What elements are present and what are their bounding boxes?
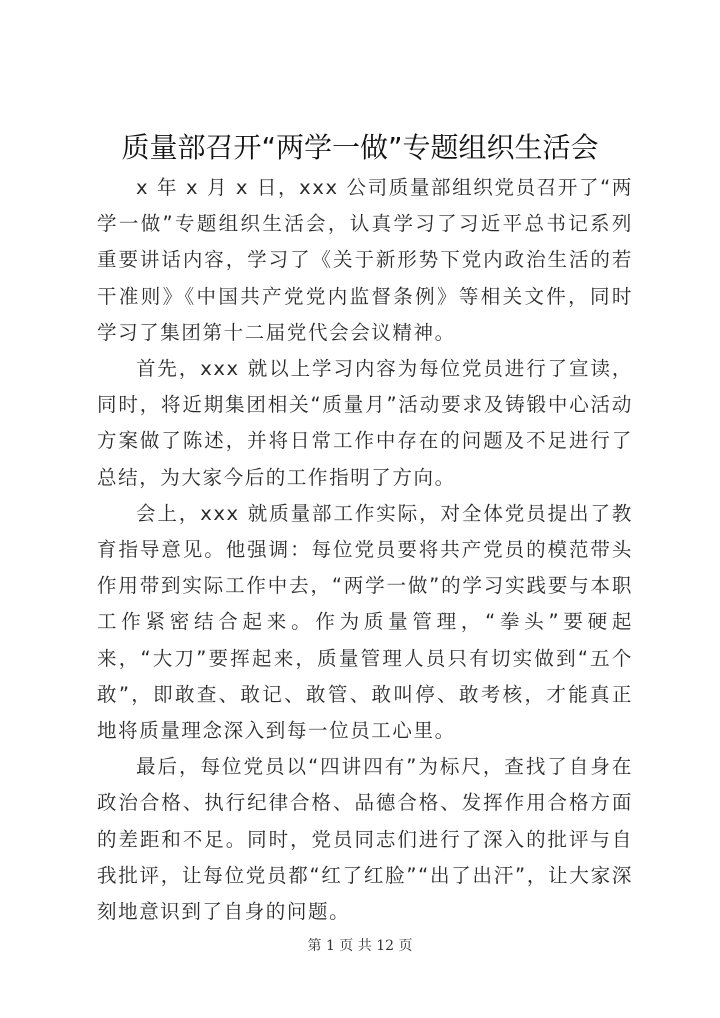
- paragraph-4: 最后，每位党员以“四讲四有”为标尺，查找了自身在政治合格、执行纪律合格、品德合格、发挥作用合格方面的差距和不足。同时，党员同志们进行了深入的批评与自我批评，让每位党员都“红了红脸”“出了出汗”，让大家深刻地意识到了自身的问题。: [97, 755, 633, 924]
- paragraph-1: x 年 x 月 x 日，xxx 公司质量部组织党员召开了“两学一做”专题组织生活会，认真学习了习近平总书记系列重要讲话内容，学习了《关于新形势下党内政治生活的若干准则》《中国共产党党内监督条例》等相关文件，同时学习了集团第十二届党代会会议精神。: [97, 176, 633, 344]
- document-title: 质量部召开“两学一做”专题组织生活会: [121, 131, 599, 164]
- document-body: [97, 170, 633, 930]
- paragraph-2: 首先，xxx 就以上学习内容为每位党员进行了宣读，同时，将近期集团相关“质量月”活动要求及铸锻中心活动方案做了陈述，并将日常工作中存在的问题及不足进行了总结，为大家今后的工作指明了方向。: [97, 357, 633, 489]
- paragraph-3: 会上，xxx 就质量部工作实际，对全体党员提出了教育指导意见。他强调：每位党员要将共产党员的模范带头作用带到实际工作中去，“两学一做”的学习实践要与本职工作紧密结合起来。作为质量管理，“拳头”要硬起来，“大刀”要挥起来，质量管理人员只有切实做到“五个敢”，即敢查、敢记、敢管、敢叫停、敢考核，才能真正地将质量理念深入到每一位员工心里。: [97, 501, 633, 743]
- page-number-footer: 第 1 页 共 12 页: [307, 938, 413, 954]
